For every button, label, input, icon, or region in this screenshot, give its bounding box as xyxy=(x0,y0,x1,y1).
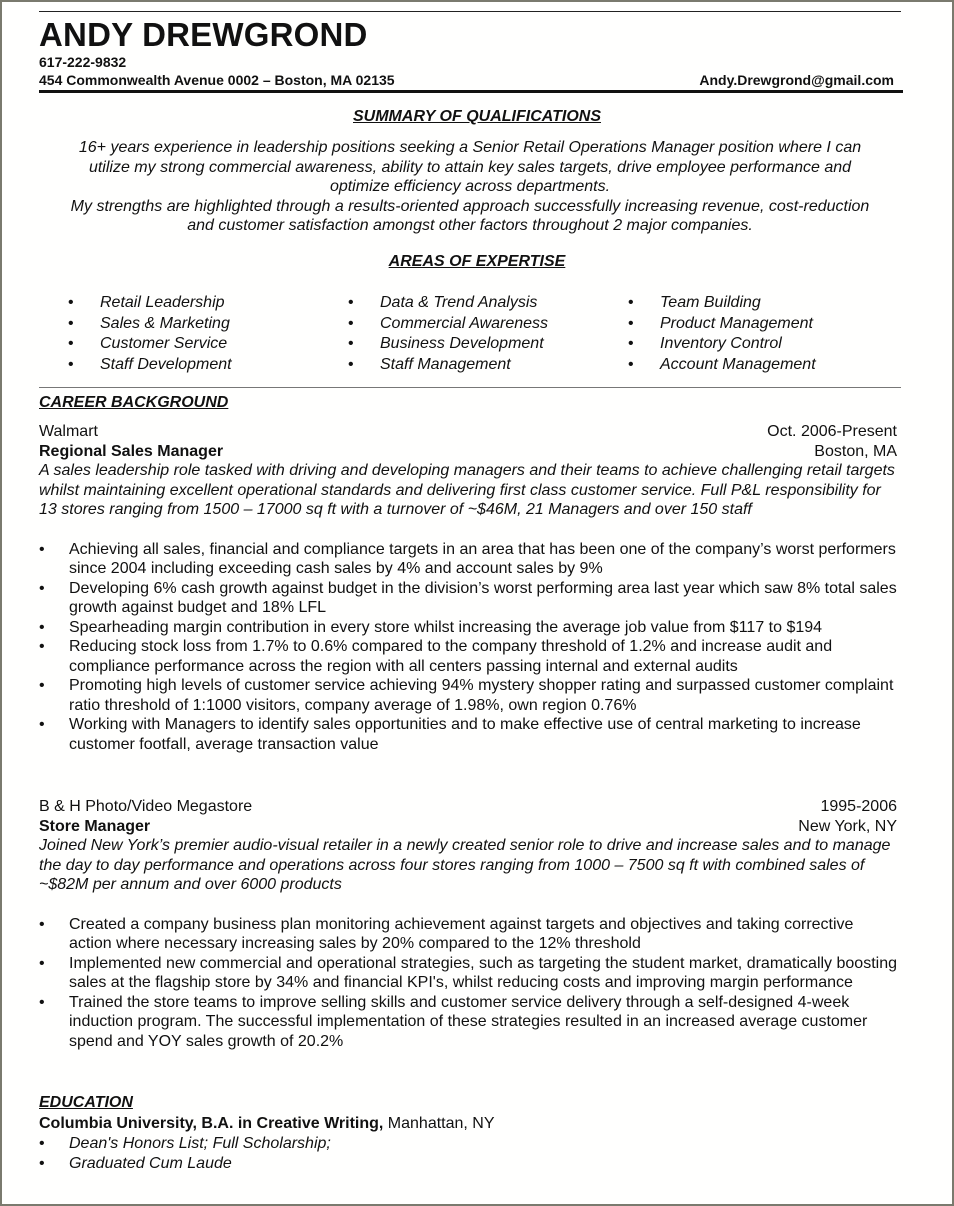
company-name: Walmart xyxy=(39,423,98,440)
expertise-item: • Team Building xyxy=(628,293,908,314)
bullet-icon: • xyxy=(39,915,45,933)
expertise-grid xyxy=(68,293,908,375)
achievement-item: • Spearheading margin contribution in every store whilst increasing the average job value from $117 to $194 xyxy=(39,618,823,636)
career-heading: CAREER BACKGROUND xyxy=(39,394,229,411)
expertise-item: • Data & Trend Analysis xyxy=(348,293,628,314)
candidate-name: ANDY DREWGROND xyxy=(39,16,368,53)
honor-item: Dean's Honors List; Full Scholarship; xyxy=(69,1135,331,1152)
job-entry-bh-photo xyxy=(39,797,897,1051)
bullet-icon: • xyxy=(39,638,45,655)
job-location: Boston, MA xyxy=(814,442,897,460)
expertise-column xyxy=(348,293,628,375)
summary-line: My strengths are highlighted through a results-oriented approach successfully increasing revenue, cost-reduction xyxy=(70,197,870,215)
expertise-item: • Retail Leadership xyxy=(68,293,348,314)
job-description: A sales leadership role tasked with driving and developing managers and their teams to achieve challenging retail targets whilst maintaining excellent operational standards and delivering first class customer service. Full P&L responsibility for 13 stores ranging from 1500 – 17000 sq ft with a turnover of ~$46M, 21 Managers and over 150 staff xyxy=(39,462,895,518)
expertise-column xyxy=(628,293,908,375)
job-entry-walmart xyxy=(39,422,897,754)
achievement-item: • Trained the store teams to improve selling skills and customer service delivery through a self-designed 4-week induction program. The successful implementation of these strategies resulted in an increased average customer spend and YOY sales growth of 20.2% xyxy=(39,993,868,1050)
expertise-item: • Sales & Marketing xyxy=(68,314,348,335)
expertise-item: • Product Management xyxy=(628,314,908,335)
achievement-item: • Implemented new commercial and operational strategies, such as targeting the student market, dramatically boosting sales at the flagship store by 34% and financial KPI's, whilst reducing costs and improving margin performance xyxy=(39,954,897,991)
expertise-item: • Customer Service xyxy=(68,334,348,355)
expertise-item: • Staff Management xyxy=(348,355,628,376)
bullet-icon: • xyxy=(39,1155,45,1172)
bullet-icon: • xyxy=(348,314,354,332)
bullet-icon: • xyxy=(68,355,74,373)
bullet-icon: • xyxy=(39,716,45,733)
company-name: B & H Photo/Video Megastore xyxy=(39,798,253,815)
bullet-icon: • xyxy=(628,355,634,373)
achievement-item: • Developing 6% cash growth against budget in the division’s worst performing area last year which saw 8% total sales growth against budget and 18% LFL xyxy=(39,579,897,616)
education-entry xyxy=(39,1114,495,1174)
top-rule xyxy=(39,11,901,12)
achievement-list xyxy=(39,915,897,1052)
achievement-item: • Achieving all sales, financial and compliance targets in an area that has been one of the company’s worst performers since 2004 including exceeding cash sales by 4% and account sales by 9% xyxy=(39,540,896,577)
bullet-icon: • xyxy=(628,314,634,332)
phone-number: 617-222-9832 xyxy=(39,54,127,70)
school-location: Manhattan, NY xyxy=(383,1115,495,1132)
job-description: Joined New York’s premier audio-visual retailer in a newly created senior role to drive and increase sales and to manage the day to day performance and operations across four stores ranging from 1000 – 7500 sq ft with combined sales of ~$82M per annum and over 6000 products xyxy=(39,837,891,893)
bullet-icon: • xyxy=(39,1135,45,1152)
summary-line: optimize efficiency across departments. xyxy=(329,178,611,195)
achievement-item: • Reducing stock loss from 1.7% to 0.6% compared to the company threshold of 1.2% and increase audit and compliance performance across the region with all centers passing internal and external audits xyxy=(39,638,833,675)
job-title: Store Manager xyxy=(39,817,151,835)
bullet-icon: • xyxy=(68,335,74,352)
achievement-list xyxy=(39,540,897,755)
section-divider xyxy=(39,387,901,388)
achievement-item: • Created a company business plan monitoring achievement against targets and objectives and taking corrective action where necessary increasing sales by 20% compared to the 12% threshold xyxy=(39,915,854,952)
expertise-item: • Staff Development xyxy=(68,355,348,376)
bullet-icon: • xyxy=(628,335,634,352)
bullet-icon: • xyxy=(348,335,354,352)
achievement-item: • Promoting high levels of customer service achieving 94% mystery shopper rating and surpassed customer complaint ratio threshold of 1:1000 visitors, company average of 1.98%, own region 0.76% xyxy=(39,677,894,714)
expertise-item: • Inventory Control xyxy=(628,334,908,355)
summary-line: and customer satisfaction amongst other factors throughout 2 major companies. xyxy=(187,217,753,234)
bullet-icon: • xyxy=(39,540,45,558)
job-title: Regional Sales Manager xyxy=(39,442,224,460)
email-address: Andy.Drewgrond@gmail.com xyxy=(699,72,894,88)
expertise-item: • Business Development xyxy=(348,334,628,355)
bullet-icon: • xyxy=(39,993,45,1011)
expertise-column xyxy=(68,293,348,375)
bullet-icon: • xyxy=(348,294,354,311)
summary-heading: SUMMARY OF QUALIFICATIONS xyxy=(353,108,601,125)
bullet-icon: • xyxy=(39,677,45,694)
bullet-icon: • xyxy=(68,294,74,311)
summary-text xyxy=(39,138,901,236)
job-location: New York, NY xyxy=(798,817,897,835)
achievement-item: • Working with Managers to identify sales opportunities and to make effective use of central marketing to increase customer footfall, average transaction value xyxy=(39,716,861,753)
expertise-item: • Account Management xyxy=(628,355,908,376)
bullet-icon: • xyxy=(628,294,634,311)
school-degree: Columbia University, B.A. in Creative Writing, xyxy=(39,1115,384,1132)
bullet-icon: • xyxy=(68,314,74,332)
job-dates: 1995-2006 xyxy=(820,798,897,815)
bullet-icon: • xyxy=(39,579,45,597)
bullet-icon: • xyxy=(348,355,354,373)
bullet-icon: • xyxy=(39,954,45,972)
contact-rule xyxy=(39,90,903,93)
address: 454 Commonwealth Avenue 0002 – Boston, MA 02135 xyxy=(39,72,395,88)
job-dates: Oct. 2006-Present xyxy=(767,423,897,440)
education-heading: EDUCATION xyxy=(39,1094,133,1111)
honor-item: Graduated Cum Laude xyxy=(69,1155,232,1172)
bullet-icon: • xyxy=(39,618,45,636)
expertise-heading: AREAS OF EXPERTISE xyxy=(388,253,566,270)
summary-line: utilize my strong commercial awareness, ability to attain key sales targets, drive employee performance and xyxy=(88,158,852,176)
expertise-item: • Commercial Awareness xyxy=(348,314,628,335)
summary-line: 16+ years experience in leadership positions seeking a Senior Retail Operations Manager position where I can xyxy=(78,139,862,156)
